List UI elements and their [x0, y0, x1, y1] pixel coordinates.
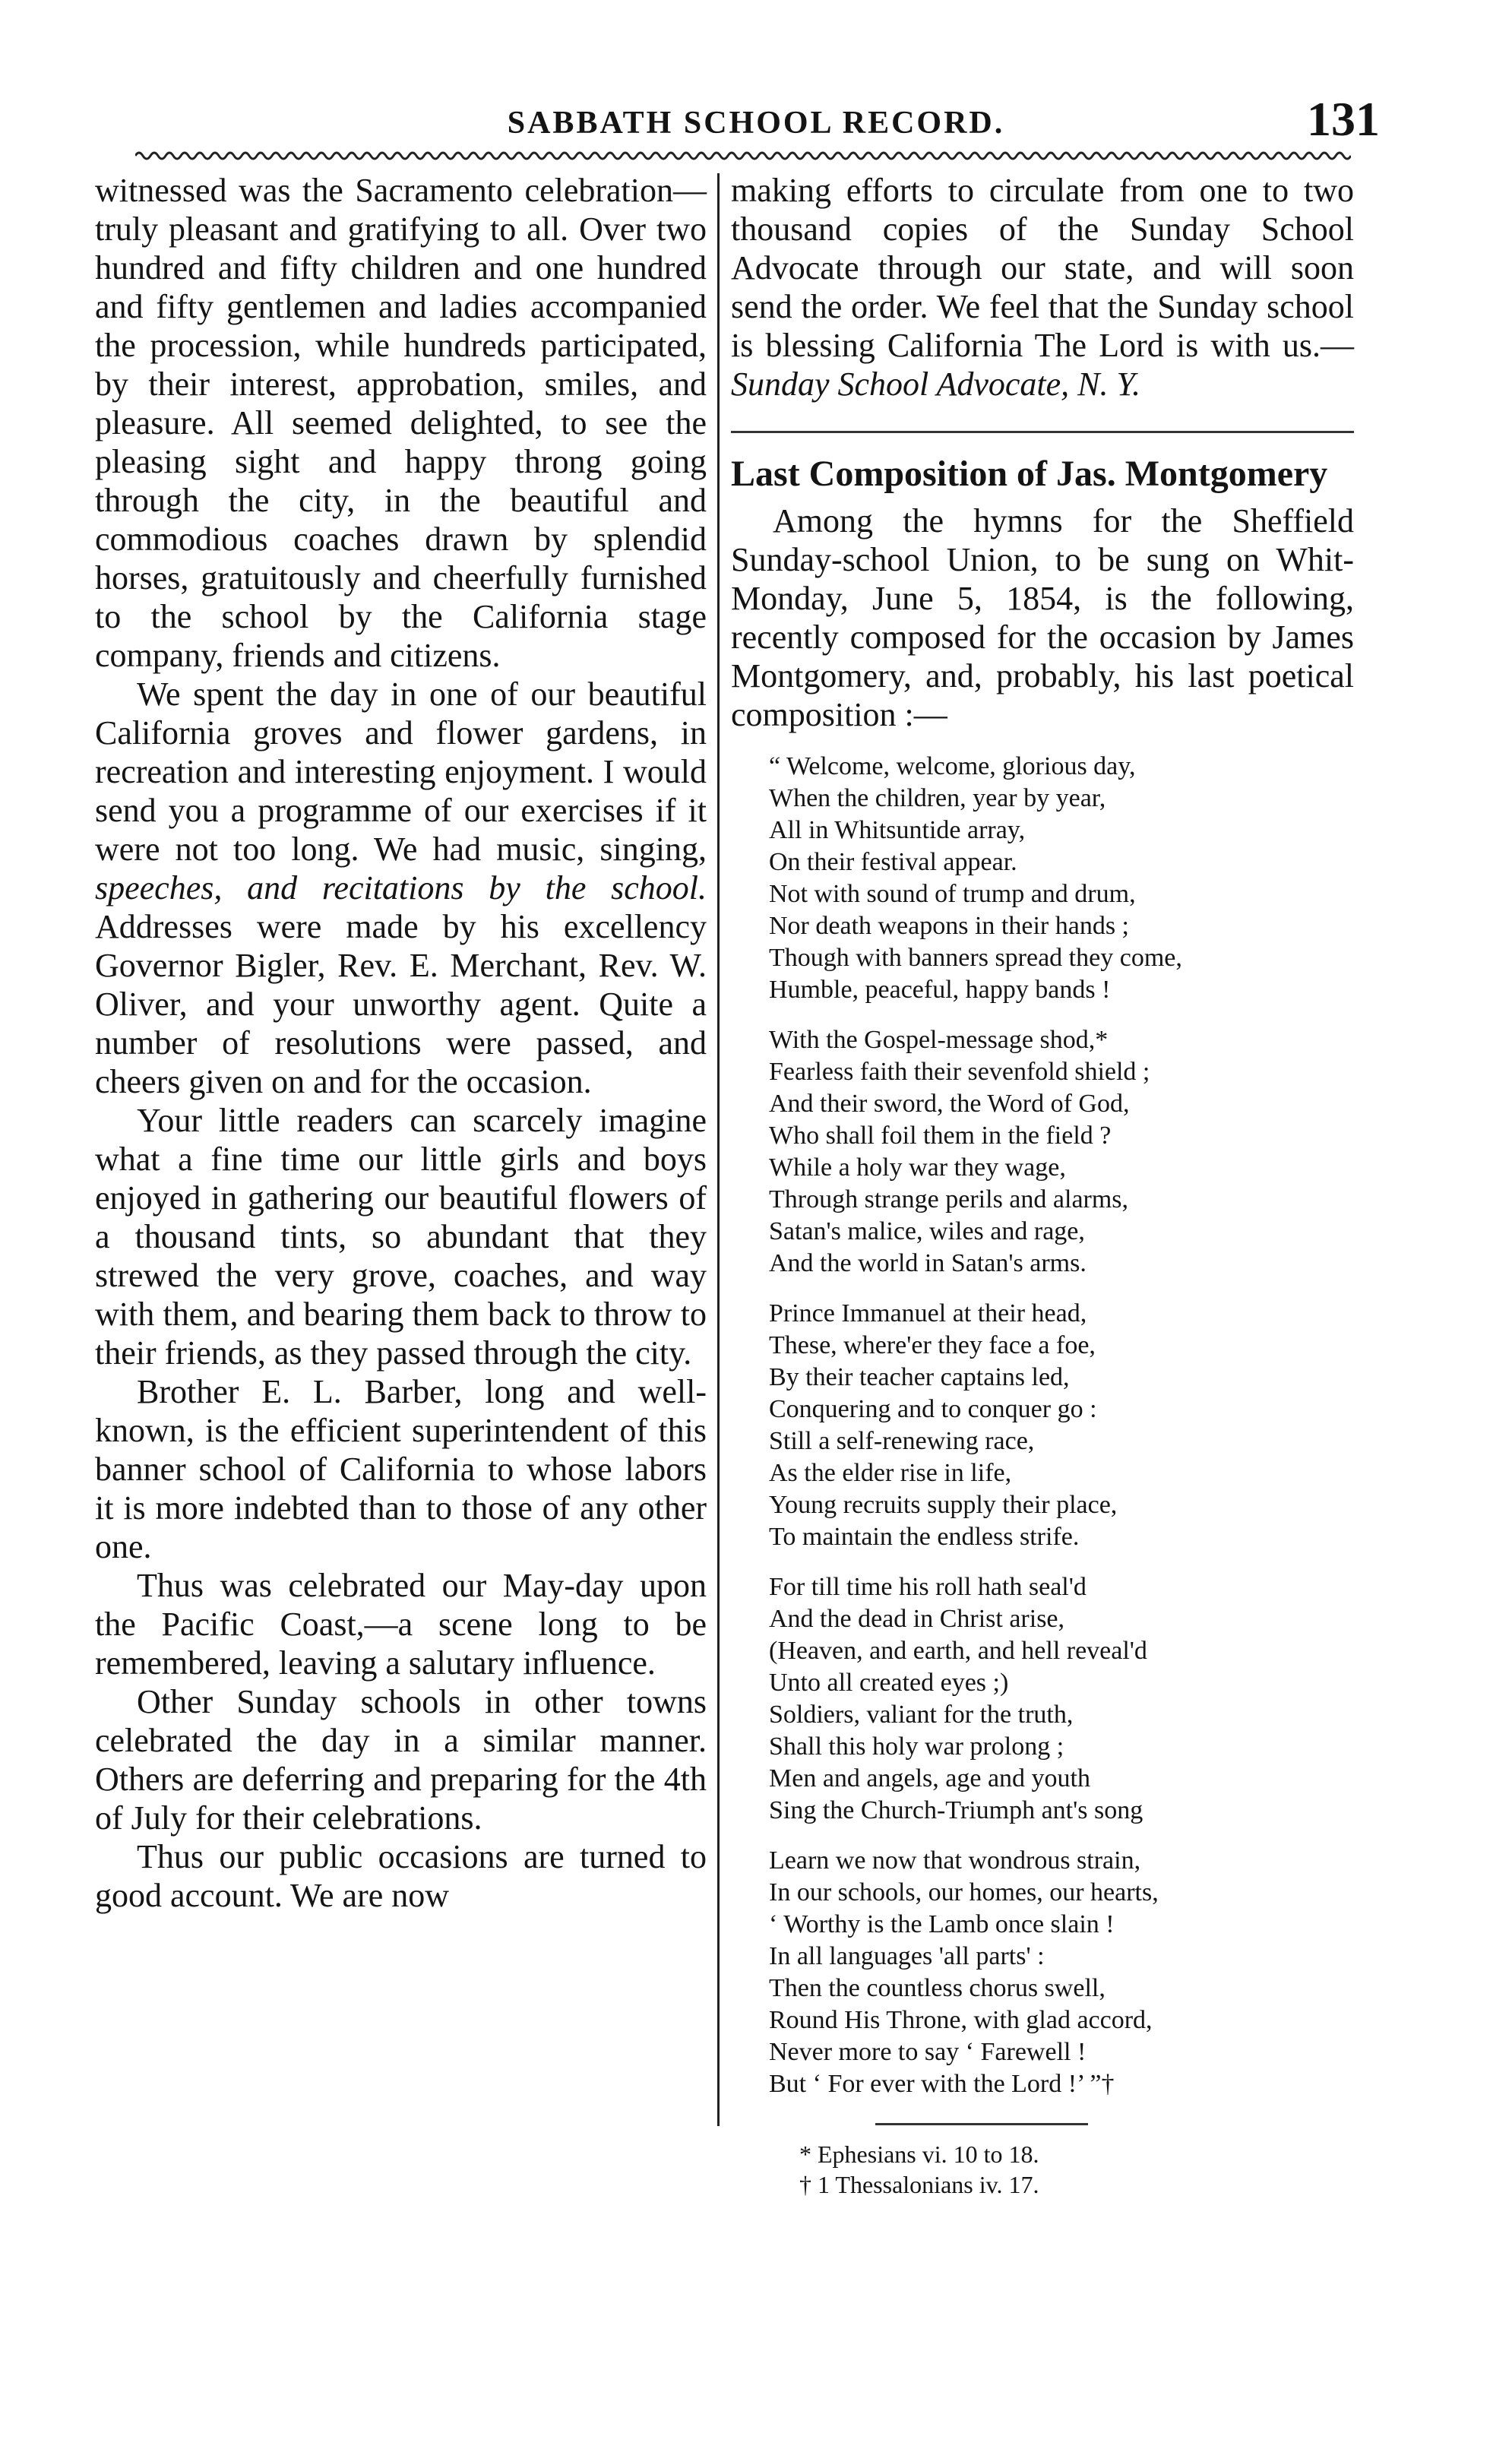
paragraph: Addresses were made by his excellency Governor Bigler, Rev. E. Merchant, Rev. W. Oliver, and your unworthy agent. Quite a number of resolutions were passed, and cheers given on and for the occasion.: [95, 908, 707, 1100]
paragraph: witnessed was the Sacramento celebration—truly pleasant and gratifying to all. Over two hundred and fifty children and one hundred and fifty gentlemen and ladies accompanied the procession, while hundreds participated, by their interest, approbation, smiles, and pleasure. All seemed delighted, to see the pleasing sight and happy throng going through the city, in the beautiful and commodious coaches drawn by splendid horses, gratuitously and cheerfully furnished to the school by the California stage company, friends and citizens.: [95, 172, 707, 674]
verse-line: Prince Immanuel at their head,: [769, 1299, 1087, 1327]
page-number: 131: [1307, 92, 1380, 146]
verse-line: Still a self-renewing race,: [769, 1427, 1035, 1455]
paragraph: making efforts to circulate from one to two thousand copies of the Sunday School Advocate through our state, and will soon send the order. We feel that the Sunday school is blessing California The Lord is with us.—: [731, 172, 1354, 364]
stanza: [769, 1024, 1354, 1280]
verse-line: Round His Throne, with glad accord,: [769, 2006, 1153, 2034]
hymn: [769, 751, 1354, 2100]
paragraph: Other Sunday schools in other towns celebrated the day in a similar manner. Others are deferring and preparing for the 4th of July for their celebrations.: [95, 1683, 707, 1837]
verse-line: To maintain the endless strife.: [769, 1523, 1080, 1551]
stanza: [769, 1845, 1354, 2100]
verse-line: When the children, year by year,: [769, 784, 1106, 812]
verse-line: Through strange perils and alarms,: [769, 1185, 1129, 1213]
verse-line: But ‘ For ever with the Lord !’ ”†: [769, 2070, 1115, 2098]
verse-line: In our schools, our homes, our hearts,: [769, 1878, 1159, 1906]
verse-line: And their sword, the Word of God,: [769, 1090, 1130, 1118]
footnote: † 1 Thessalonians iv. 17.: [799, 2171, 1039, 2198]
verse-line: And the world in Satan's arms.: [769, 1249, 1087, 1277]
wavy-header-rule: [135, 148, 1351, 163]
verse-line: Fearless faith their sevenfold shield ;: [769, 1058, 1150, 1086]
paragraph: We spent the day in one of our beautiful California groves and flower gardens, in recreation and interesting enjoyment. I would send you a programme of our exercises if it were not too long. We had music, singing,: [95, 676, 707, 868]
paragraph: Your little readers can scarcely imagine what a fine time our little girls and boys enjoyed in gathering our beautiful flowers of a thousand tints, so abundant that they strewed the very grove, coaches, and way with them, and bearing them back to throw to their friends, as they passed through the city.: [95, 1102, 707, 1372]
verse-line: While a holy war they wage,: [769, 1153, 1066, 1182]
verse-line: Never more to say ‘ Farewell !: [769, 2038, 1087, 2066]
verse-line: And the dead in Christ arise,: [769, 1605, 1065, 1633]
paragraph-group: [95, 675, 707, 1101]
verse-line: Not with sound of trump and drum,: [769, 880, 1136, 908]
verse-line: For till time his roll hath seal'd: [769, 1573, 1087, 1601]
footnote-rule: [875, 2123, 1088, 2125]
verse-line: Humble, peaceful, happy bands !: [769, 976, 1111, 1004]
footnote: * Ephesians vi. 10 to 18.: [799, 2141, 1039, 2168]
footnotes: [799, 2139, 1354, 2200]
verse-line: These, where'er they face a foe,: [769, 1331, 1096, 1359]
verse-line: (Heaven, and earth, and hell reveal'd: [769, 1637, 1147, 1665]
article-intro: Among the hymns for the Sheffield Sunday-school Union, to be sung on Whit-Monday, June 5, 1854, is the following, recently composed for the occasion by James Montgomery, and, probably, his last poetical composition :—: [731, 502, 1354, 733]
paragraph-group: [731, 171, 1354, 403]
verse-line: Learn we now that wondrous strain,: [769, 1846, 1141, 1875]
article-title: Last Composition of Jas. Montgomery: [731, 431, 1354, 495]
verse-line: Who shall foil them in the field ?: [769, 1122, 1112, 1150]
paragraph: Thus was celebrated our May-day upon the Pacific Coast,—a scene long to be remembered, leaving a salutary influence.: [95, 1567, 707, 1682]
paragraph: Brother E. L. Barber, long and well-known, is the efficient superintendent of this banner school of California to whose labors it is more indebted than to those of any other one.: [95, 1373, 707, 1565]
verse-line: All in Whitsuntide array,: [769, 816, 1026, 844]
verse-line: Nor death weapons in their hands ;: [769, 912, 1129, 940]
verse-line: Shall this holy war prolong ;: [769, 1732, 1064, 1761]
source-citation: Sunday School Advocate, N. Y.: [731, 365, 1140, 403]
verse-line: With the Gospel-message shod,*: [769, 1026, 1109, 1054]
left-column: [95, 171, 707, 1915]
verse-line: Men and angels, age and youth: [769, 1764, 1090, 1792]
paragraph: Thus our public occasions are turned to good account. We are now: [95, 1838, 707, 1914]
verse-line: ‘ Worthy is the Lamb once slain !: [769, 1910, 1115, 1938]
verse-line: Conquering and to conquer go :: [769, 1395, 1097, 1423]
verse-line: Though with banners spread they come,: [769, 944, 1182, 972]
verse-line: Soldiers, valiant for the truth,: [769, 1701, 1074, 1729]
right-column: [731, 171, 1354, 2200]
column-divider: [717, 173, 720, 2126]
verse-line: In all languages 'all parts' :: [769, 1942, 1045, 1970]
verse-line: Sing the Church-Triumph ant's song: [769, 1796, 1143, 1824]
stanza: [769, 1298, 1354, 1553]
stanza: [769, 1571, 1354, 1827]
verse-line: As the elder rise in life,: [769, 1459, 1012, 1487]
verse-line: “ Welcome, welcome, glorious day,: [769, 752, 1136, 780]
verse-line: Young recruits supply their place,: [769, 1491, 1118, 1519]
italic-phrase: speeches, and recitations by the school.: [95, 869, 707, 907]
verse-line: By their teacher captains led,: [769, 1363, 1070, 1391]
verse-line: On their festival appear.: [769, 848, 1017, 876]
verse-line: Unto all created eyes ;): [769, 1669, 1009, 1697]
verse-line: Then the countless chorus swell,: [769, 1974, 1106, 2002]
verse-line: Satan's malice, wiles and rage,: [769, 1217, 1085, 1245]
running-head: SABBATH SCHOOL RECORD.: [507, 106, 1005, 141]
stanza: [769, 751, 1354, 1006]
